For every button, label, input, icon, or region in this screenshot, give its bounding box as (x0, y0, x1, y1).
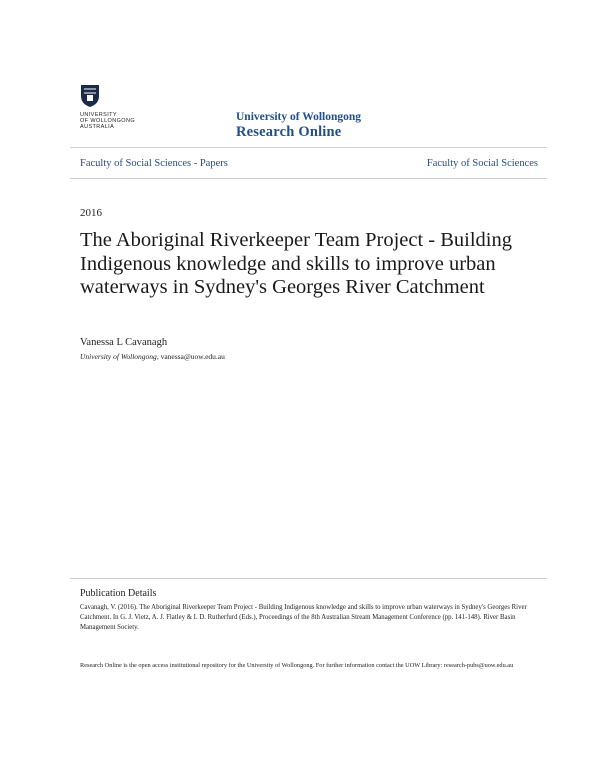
university-logo (80, 84, 150, 140)
affiliation-name: University of Wollongong (80, 352, 157, 361)
top-divider (70, 147, 547, 148)
logo-line-1: UNIVERSITY (80, 112, 118, 118)
logo-line-2: OF WOLLONGONG (80, 118, 136, 124)
author-name[interactable]: Vanessa L Cavanagh (80, 337, 168, 348)
repository-footer: Research Online is the open access institutional repository for the University of Wollongong. For further information contact the UOW Library: research-pubs@uow.edu.au (80, 662, 514, 669)
faculty-link[interactable]: Faculty of Social Sciences (426, 158, 538, 169)
crest-icon (80, 84, 100, 108)
paper-title[interactable]: The Aboriginal Riverkeeper Team Project - Building Indigenous knowledge and skills to improve urban waterways in Sydney's Georges River Catchment (80, 229, 512, 298)
repository-brand[interactable] (236, 110, 361, 141)
author-email[interactable]: , vanessa@uow.edu.au (156, 352, 225, 361)
publication-year: 2016 (80, 207, 102, 219)
publication-details-text: Cavanagh, V. (2016). The Aboriginal Riverkeeper Team Project - Building Indigenous knowledge and skills to improve urban waterways in Sydney's Georges River Catchment. In G. J. Vietz, A. J. Flatley & I. D. Rutherfurd (Eds.), Proceedings of the 8th Australian Stream Management Conference (pp. 141-148). River Basin Management Society. (80, 604, 527, 632)
series-link[interactable]: Faculty of Social Sciences - Papers (80, 158, 228, 169)
brand-university[interactable]: University of Wollongong (236, 111, 362, 123)
author-affiliation (80, 352, 225, 361)
logo-line-3: AUSTRALIA (80, 124, 115, 130)
nav-divider (70, 178, 547, 179)
publication-details-heading: Publication Details (80, 588, 157, 599)
brand-research-online[interactable]: Research Online (236, 124, 342, 140)
details-divider (70, 578, 547, 579)
